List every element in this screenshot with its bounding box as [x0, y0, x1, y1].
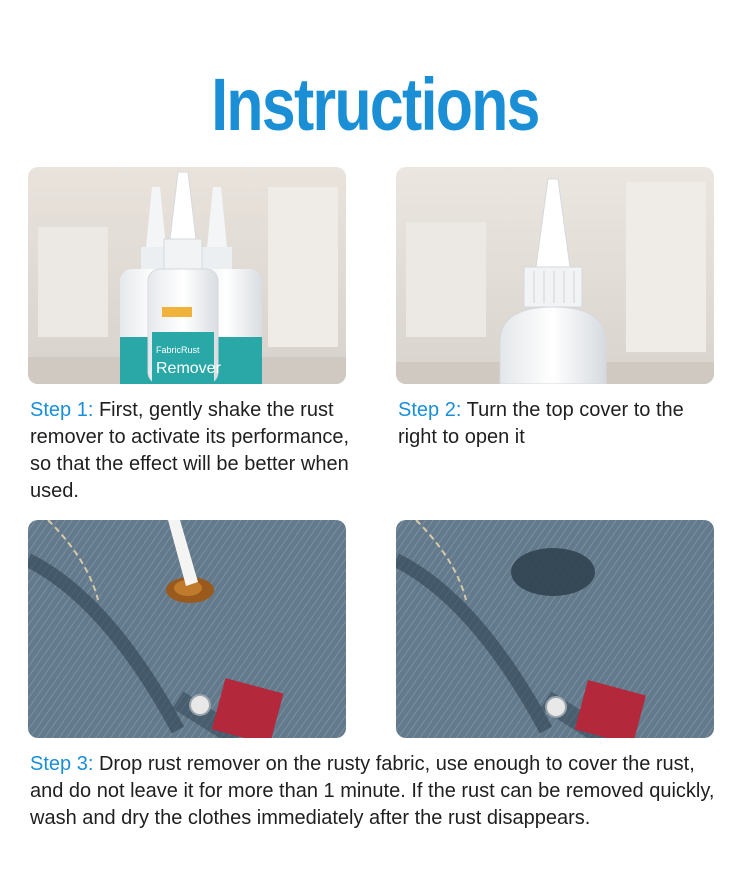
- bottle-label-line1: FabricRust: [156, 345, 200, 355]
- page-title: Instructions: [211, 63, 539, 146]
- step-2-label: Step 2:: [398, 399, 462, 421]
- step-1-text: [30, 397, 360, 505]
- bottle-label-line2: Remover: [156, 360, 221, 377]
- step3-photo-applying: [28, 520, 346, 738]
- step-3-text: [30, 751, 730, 832]
- step-2-description: Turn the top cover to the right to open it: [398, 399, 684, 448]
- step-1-description: First, gently shake the rust remover to activate its performance, so that the effect will be better when used.: [30, 399, 350, 502]
- step1-photo-bottles: [28, 167, 346, 384]
- step-2-text: [398, 397, 718, 451]
- step4-photo-result: [396, 520, 714, 738]
- step-1-label: Step 1:: [30, 399, 94, 421]
- step-3-description: Drop rust remover on the rusty fabric, use enough to cover the rust, and do not leave it for more than 1 minute. If the rust can be removed quickly, wash and dry the clothes immediately after the rust disappears.: [30, 753, 715, 829]
- step2-photo-bottle-cap: [396, 167, 714, 384]
- step-3-label: Step 3:: [30, 753, 94, 775]
